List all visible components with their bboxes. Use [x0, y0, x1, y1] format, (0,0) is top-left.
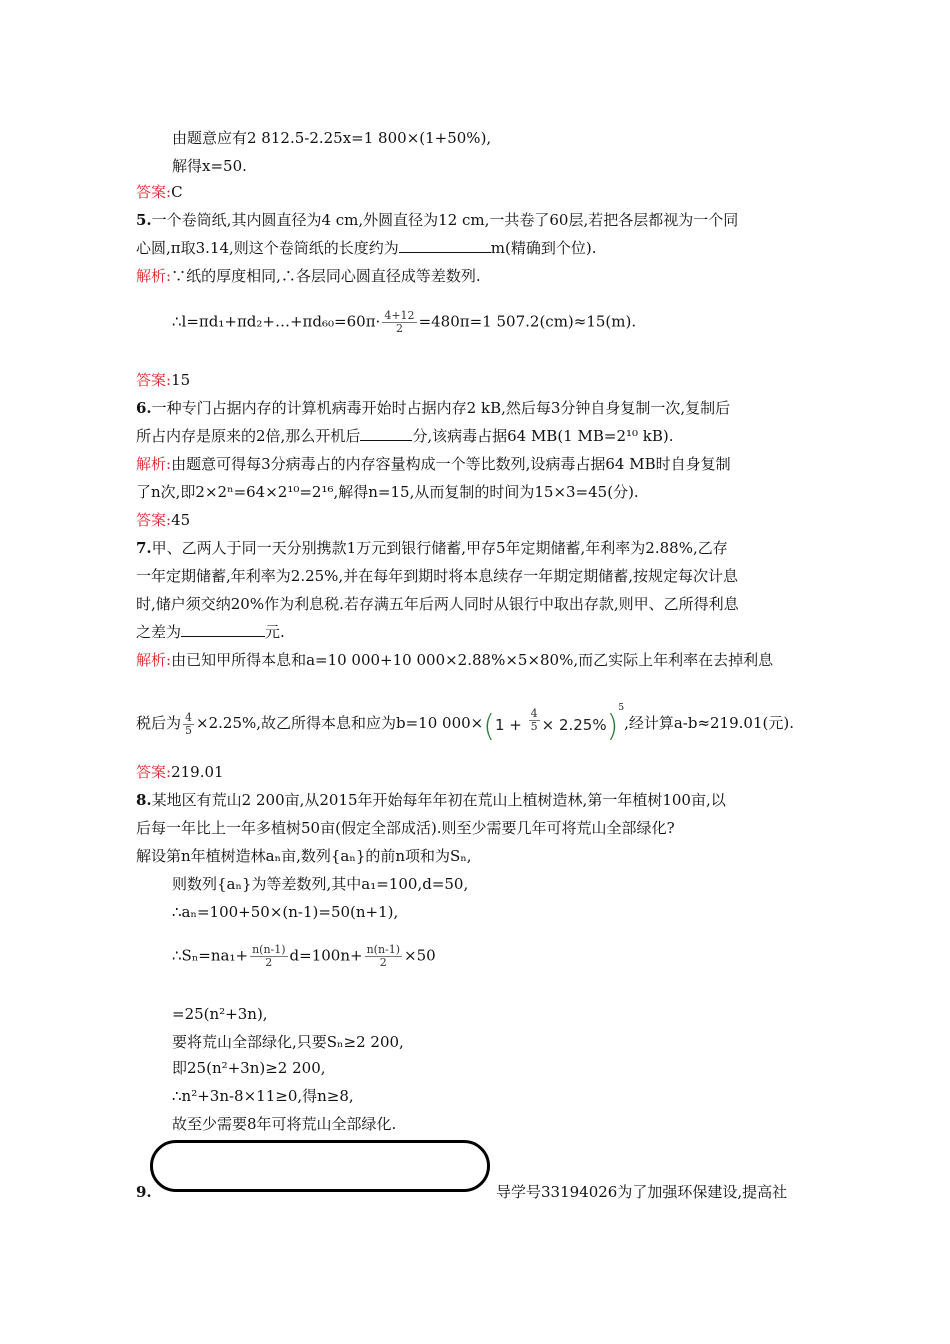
q7-analysis-text1: 由已知甲所得本息和a=10 000+10 000×2.88%×5×80%,而乙实际上年利率在去掉利息 [171, 651, 774, 669]
q7-blank [181, 622, 265, 637]
q7-analysis2 [136, 698, 794, 744]
answer-value: 15 [171, 371, 191, 389]
answer-value: 219.01 [171, 763, 224, 781]
q7-exponent: 5 [618, 703, 625, 713]
q6-blank [360, 426, 412, 441]
q8-sol7: 即25(n²+3n)≥2 200, [172, 1059, 326, 1077]
q8-sol1: 解设第n年植树造林aₙ亩,数列{aₙ}的前n项和为Sₙ, [136, 847, 472, 865]
q6-number: 6. [136, 399, 152, 417]
answer-value: C [171, 183, 183, 201]
analysis-label: 解析: [136, 455, 172, 473]
q5-analysis [136, 266, 481, 286]
redaction-oval [150, 1140, 490, 1192]
analysis-label: 解析: [136, 267, 172, 285]
q7-paren-expression: (1 + $\frac{4}{5}$ × 2.25%) [483, 706, 619, 744]
q6-text2b: 分,该病毒占据64 MB(1 MB=2¹⁰ kB). [412, 427, 674, 445]
q7-frac-den: 5 [185, 723, 193, 737]
q8-line1 [136, 790, 726, 810]
q5-fraction [382, 310, 416, 335]
q8-fraction1 [250, 944, 287, 969]
q9-number: 9. [136, 1183, 152, 1201]
q5-analysis-text: ∵纸的厚度相同,∴各层同心圆直径成等差数列. [171, 267, 481, 285]
q7-paren-fraction [529, 708, 540, 733]
q8-s4c: ×50 [404, 946, 436, 965]
q8-frac2-den: 2 [379, 956, 387, 969]
q7-paren-frac-num: 4 [530, 706, 538, 720]
answer-label: 答案: [136, 183, 172, 201]
answer-label: 答案: [136, 371, 172, 389]
answer-label: 答案: [136, 763, 172, 781]
q8-text1: 某地区有荒山2 200亩,从2015年开始每年年初在荒山上植树造林,第一年植树100亩,以 [151, 791, 726, 809]
q5-eq-left: ∴l=πd₁+πd₂+…+πd₆₀=60π· [172, 312, 381, 331]
q8-frac1-num: n(n-1) [252, 943, 286, 956]
q5-blank [399, 238, 491, 253]
q6-text2a: 所占内存是原来的2倍,那么开机后 [136, 427, 361, 445]
q7-text1: 甲、乙两人于同一天分别携款1万元到银行储蓄,甲存5年定期储蓄,年利率为2.88%,乙存 [151, 539, 728, 557]
answer-label: 答案: [136, 511, 172, 529]
q7-frac-num: 4 [185, 710, 193, 724]
q5-text2a: 心圆,π取3.14,则这个卷筒纸的长度约为 [136, 239, 399, 257]
q6-text1: 一种专门占据内存的计算机病毒开始时占据内存2 kB,然后每3分钟自身复制一次,复制后 [151, 399, 731, 417]
q7-line1 [136, 538, 728, 558]
line-l1: 由题意应有2 812.5-2.25x=1 800×(1+50%), [172, 129, 492, 147]
q8-s4b: d=100n+ [289, 946, 363, 965]
q7-paren-inner: 1 + [494, 715, 527, 734]
q7-jx2c: ,经计算a-b≈219.01(元). [624, 714, 794, 732]
q7-jx2a: 税后为 [136, 714, 182, 732]
q8-frac2-num: n(n-1) [366, 943, 401, 956]
q5-frac-den: 2 [395, 322, 403, 335]
q5-equation [172, 310, 636, 335]
q6-analysis2: 了n次,即2×2ⁿ=64×2¹⁰=2¹⁶,解得n=15,从而复制的时间为15×3=45(分). [136, 483, 639, 501]
q8-sol2: 则数列{aₙ}为等差数列,其中a₁=100,d=50, [172, 875, 469, 893]
line-l2: 解得x=50. [172, 157, 247, 175]
q8-line2: 后每一年比上一年多植树50亩(假定全部成活).则至少需要几年可将荒山全部绿化? [136, 819, 675, 837]
q7-text4b: 元. [265, 623, 285, 641]
q5-text2b: m(精确到个位). [490, 239, 597, 257]
q7-line4 [136, 622, 285, 642]
q7-text4a: 之差为 [136, 623, 182, 641]
answer-7 [136, 762, 224, 782]
q7-jx2b: ×2.25%,故乙所得本息和应为b=10 000× [196, 714, 484, 732]
q7-number: 7. [136, 539, 152, 557]
q7-fraction [183, 712, 194, 737]
answer-6 [136, 510, 190, 530]
q6-line1 [136, 398, 730, 418]
q8-sol4 [172, 944, 436, 969]
q5-eq-right: =480π=1 507.2(cm)≈15(m). [418, 312, 637, 331]
q5-line1 [136, 210, 738, 230]
q7-analysis1 [136, 650, 773, 670]
q8-sol8: ∴n²+3n-8×11≥0,得n≥8, [172, 1087, 354, 1105]
q8-sol9: 故至少需要8年可将荒山全部绿化. [172, 1115, 397, 1133]
q8-number: 8. [136, 791, 152, 809]
analysis-label: 解析: [136, 651, 172, 669]
answer-5 [136, 370, 190, 390]
q8-s4a: ∴Sₙ=na₁+ [172, 946, 249, 965]
answer-4 [136, 182, 183, 202]
q7-paren-frac-den: 5 [530, 719, 538, 733]
answer-value: 45 [171, 511, 191, 529]
q5-number: 5. [136, 211, 152, 229]
q6-analysis1 [136, 454, 731, 474]
q8-frac1-den: 2 [265, 956, 273, 969]
q7-line2: 一年定期储蓄,年利率为2.25%,并在每年到期时将本息续存一年期定期储蓄,按规定每次计息 [136, 567, 738, 585]
q9-line [136, 1182, 152, 1202]
q7-paren-tail: × 2.25% [541, 715, 607, 734]
q8-sol6: 要将荒山全部绿化,只要Sₙ≥2 200, [172, 1033, 404, 1051]
q6-line2 [136, 426, 674, 446]
q5-frac-num: 4+12 [384, 309, 415, 322]
q8-sol5: =25(n²+3n), [172, 1005, 268, 1023]
q7-line3: 时,储户须交纳20%作为利息税.若存满五年后两人同时从银行中取出存款,则甲、乙所得利息 [136, 595, 739, 613]
q5-text1: 一个卷筒纸,其内圆直径为4 cm,外圆直径为12 cm,一共卷了60层,若把各层都视为一个同 [151, 211, 739, 229]
q9-text: 导学号33194026为了加强环保建设,提高社 [496, 1183, 788, 1201]
q8-sol3: ∴aₙ=100+50×(n-1)=50(n+1), [172, 903, 399, 921]
q8-fraction2 [365, 944, 402, 969]
q6-analysis-text1: 由题意可得每3分病毒占的内存容量构成一个等比数列,设病毒占据64 MB时自身复制 [171, 455, 731, 473]
q5-line2 [136, 238, 597, 258]
